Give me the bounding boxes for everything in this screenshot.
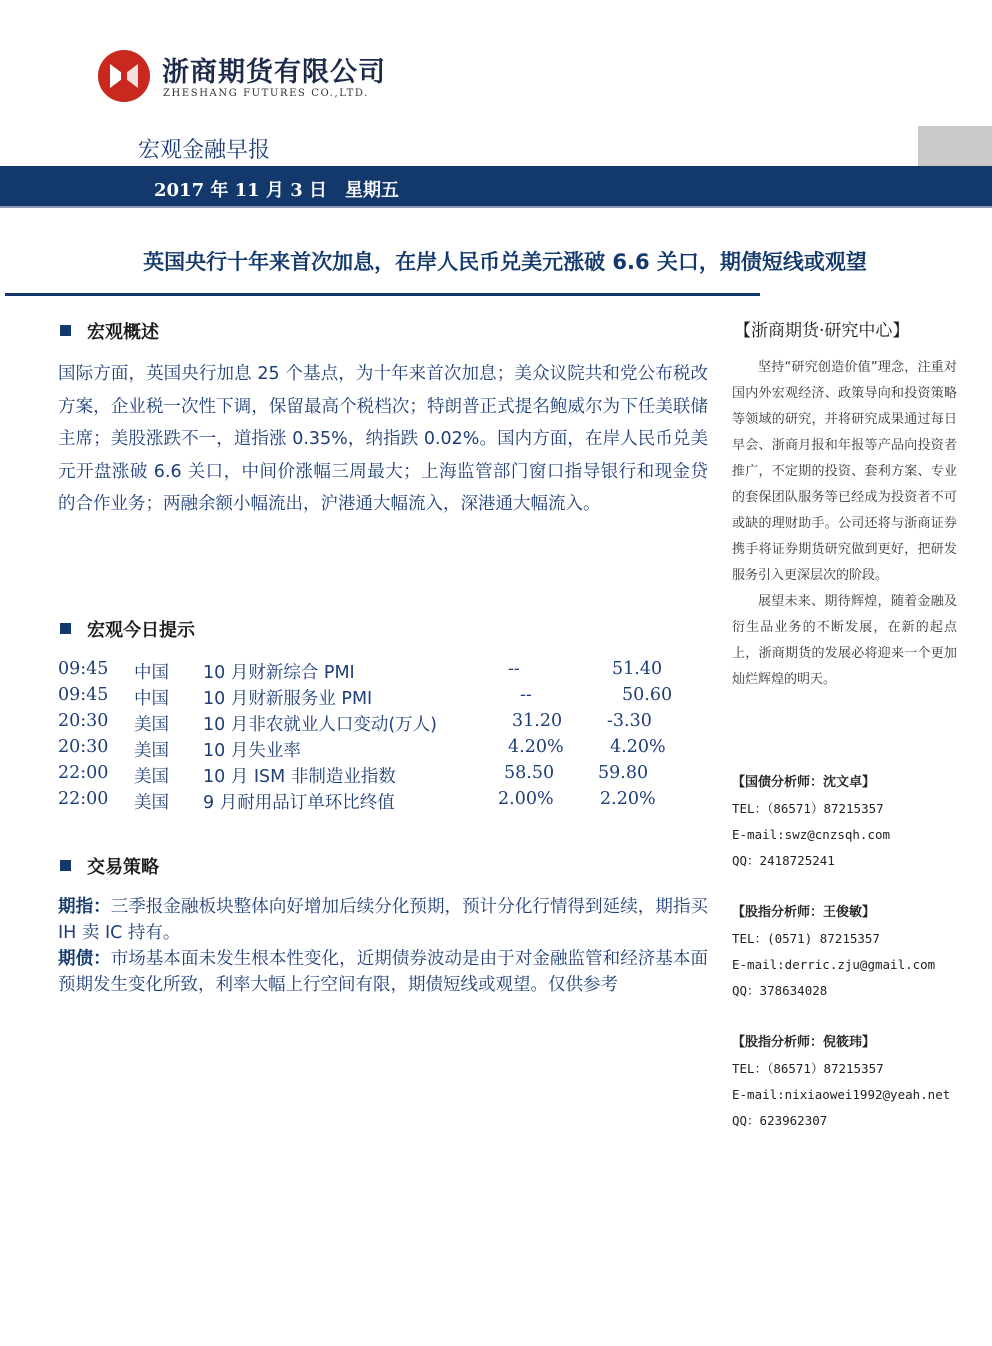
sidebar-intro-paragraph: 坚持“研究创造价值”理念，注重对国内外宏观经济、政策导向和投资策略等领域的研究，并将研究成果通过每日早会、浙商月报和年报等产品向投资者推广，不定期的投资、套利方案、专业的套保团队服务等已经成为投资者不可或缺的理财助手。公司还将与浙商证券携手将证券期货研究做到更好，把研发服务引入更深层次的阶段。: [732, 360, 957, 583]
calendar-time: 09:45: [58, 659, 109, 679]
calendar-country: 美国: [134, 741, 169, 761]
calendar-row: [58, 789, 678, 815]
analyst-qq: QQ：378634028: [732, 983, 828, 998]
calendar-value-1: 31.20: [512, 711, 563, 731]
report-date: 2017 年 11 月 3 日 星期五: [154, 180, 400, 201]
calendar-value-2: 51.40: [612, 659, 663, 679]
analyst-card: [732, 770, 890, 874]
sidebar-intro: [732, 355, 957, 693]
calendar-event: 10 月财新服务业 PMI: [203, 689, 373, 709]
calendar-value-2: -3.30: [607, 711, 652, 731]
calendar-country: 美国: [134, 767, 169, 787]
calendar-time: 20:30: [58, 711, 109, 731]
calendar-value-2: 2.20%: [600, 789, 656, 809]
analyst-card: [732, 900, 935, 1004]
header-decoration: [918, 126, 992, 166]
section-heading-strategy: 交易策略: [60, 853, 159, 879]
sidebar-title: 【浙商期货·研究中心】: [734, 321, 910, 341]
calendar-event: 10 月财新综合 PMI: [203, 663, 355, 683]
calendar-row: [58, 763, 678, 789]
square-bullet-icon: [60, 325, 71, 336]
calendar-time: 20:30: [58, 737, 109, 757]
calendar-country: 中国: [134, 689, 169, 709]
economic-calendar: [58, 659, 678, 815]
square-bullet-icon: [60, 860, 71, 871]
calendar-row: [58, 737, 678, 763]
analyst-email: E-mail:swz@cnzsqh.com: [732, 827, 891, 842]
analyst-email: E-mail:derric.zju@gmail.com: [732, 957, 936, 972]
company-name-cn: 浙商期货有限公司: [162, 57, 386, 88]
analyst-card: [732, 1030, 950, 1134]
section-heading-overview: 宏观概述: [60, 318, 159, 344]
strategy-text: 三季报金融板块整体向好增加后续分化预期，预计分化行情得到延续，期指买 IH 卖 IC 持有。: [58, 897, 709, 943]
analyst-title: 【股指分析师：王俊敏】: [732, 905, 876, 920]
headline: 英国央行十年来首次加息，在岸人民币兑美元涨破 6.6 关口，期债短线或观望: [143, 250, 867, 274]
strategy-text: 市场基本面未发生根本性变化，近期债券波动是由于对金融监管和经济基本面预期发生变化所致，利率大幅上行空间有限，期债短线或观望。仅供参考: [58, 949, 709, 995]
analyst-tel: TEL：（86571）87215357: [732, 1061, 884, 1076]
calendar-country: 中国: [134, 663, 169, 683]
date-bar: [0, 166, 992, 208]
calendar-row: [58, 659, 678, 685]
company-name-en: ZHESHANG FUTURES CO.,LTD.: [163, 88, 369, 99]
strategy-label: 期指：: [58, 897, 111, 917]
calendar-value-1: --: [508, 659, 520, 679]
strategy-bond-futures: [58, 946, 708, 998]
calendar-value-1: 2.00%: [498, 789, 554, 809]
analyst-email: E-mail:nixiaowei1992@yeah.net: [732, 1087, 951, 1102]
analyst-title: 【国债分析师：沈文卓】: [732, 775, 876, 790]
sidebar-intro-paragraph: 展望未来、期待辉煌，随着金融及衍生品业务的不断发展，在新的起点上，浙商期货的发展必将迎来一个更加灿烂辉煌的明天。: [732, 594, 957, 687]
calendar-row: [58, 711, 678, 737]
calendar-value-1: --: [520, 685, 532, 705]
calendar-row: [58, 685, 678, 711]
strategy-label: 期债：: [58, 949, 111, 969]
calendar-event: 10 月失业率: [203, 741, 301, 761]
analyst-qq: QQ：2418725241: [732, 853, 835, 868]
report-name: 宏观金融早报: [138, 138, 271, 163]
analyst-tel: TEL：(0571) 87215357: [732, 931, 880, 946]
calendar-event: 9 月耐用品订单环比终值: [203, 793, 395, 813]
analyst-tel: TEL：（86571）87215357: [732, 801, 884, 816]
analyst-qq: QQ：623962307: [732, 1113, 828, 1128]
calendar-value-2: 50.60: [622, 685, 673, 705]
calendar-value-2: 4.20%: [610, 737, 666, 757]
square-bullet-icon: [60, 623, 71, 634]
calendar-country: 美国: [134, 793, 169, 813]
calendar-value-1: 4.20%: [508, 737, 564, 757]
calendar-time: 09:45: [58, 685, 109, 705]
strategy-index-futures: [58, 894, 708, 946]
calendar-event: 10 月 ISM 非制造业指数: [203, 767, 396, 787]
company-logo-icon: [96, 48, 152, 104]
calendar-value-2: 59.80: [598, 763, 649, 783]
headline-divider: [5, 293, 760, 296]
analyst-title: 【股指分析师：倪筱玮】: [732, 1035, 876, 1050]
calendar-time: 22:00: [58, 789, 109, 809]
calendar-country: 美国: [134, 715, 169, 735]
calendar-value-1: 58.50: [504, 763, 555, 783]
calendar-time: 22:00: [58, 763, 109, 783]
section-heading-calendar: 宏观今日提示: [60, 616, 195, 642]
overview-text: 国际方面，英国央行加息 25 个基点，为十年来首次加息；美众议院共和党公布税改方案，企业税一次性下调，保留最高个税档次；特朗普正式提名鲍威尔为下任美联储主席；美股涨跌不一，道指涨 0.35%，纳指跌 0.02%。国内方面，在岸人民币兑美元开盘涨破 6.6 关口，中间价涨幅三周最大；上海监管部门窗口指导银行和现金贷的合作业务；两融余额小幅流出，沪港通大幅流入，深港通大幅流入。: [58, 364, 708, 514]
calendar-event: 10 月非农就业人口变动(万人): [203, 715, 437, 735]
